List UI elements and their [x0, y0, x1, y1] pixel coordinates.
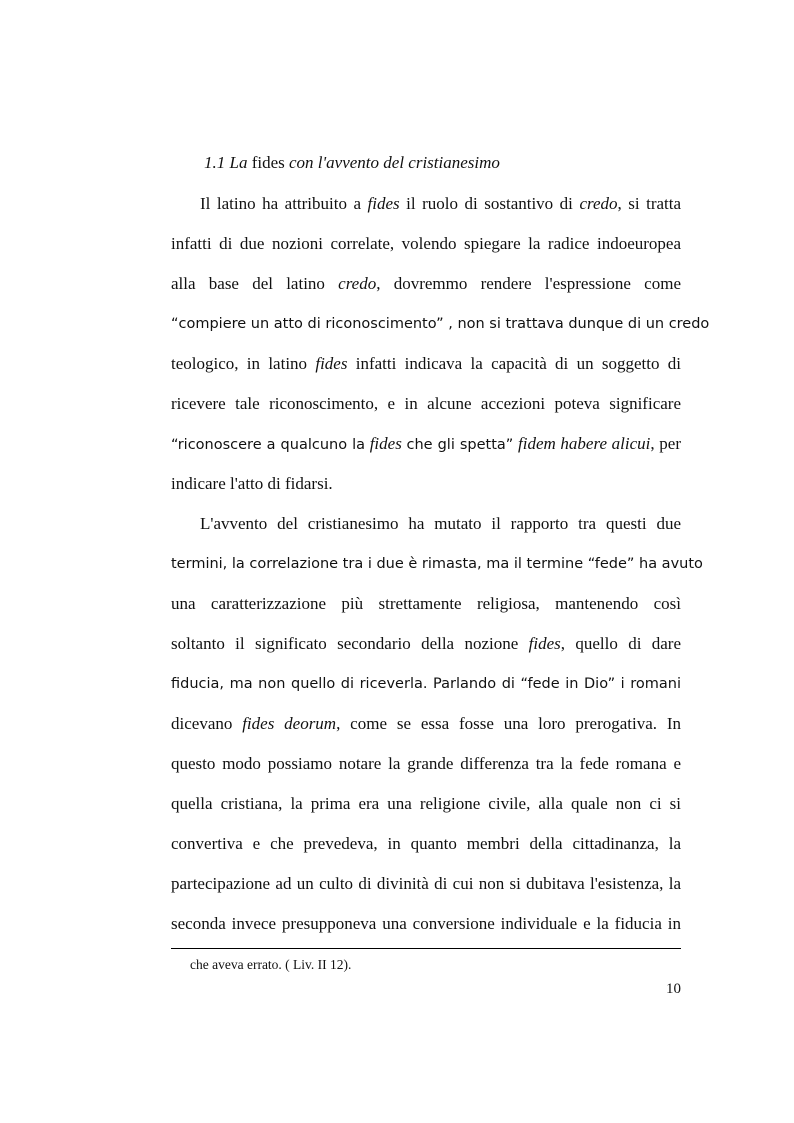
text-line: partecipazione ad un culto di divinità di cui non si dubitava l'esistenza, la — [171, 874, 681, 893]
text-line: dicevano fides deorum, come se essa fosse una loro prerogativa. In — [171, 714, 682, 733]
text-line: teologico, in latino fides infatti indicava la capacità di un soggetto di — [171, 354, 681, 373]
text-line: “compiere un atto di riconoscimento” , non si trattava dunque di un credo — [171, 316, 710, 332]
text-line: alla base del latino credo, dovremmo rendere l'espressione come — [171, 274, 681, 293]
heading-word-fides: fides — [251, 153, 285, 172]
text-line: Il latino ha attribuito a fides il ruolo di sostantivo di credo, si tratta — [200, 194, 682, 213]
text-line: quella cristiana, la prima era una religione civile, alla quale non ci si — [171, 794, 681, 813]
heading-rest: con l'avvento del cristianesimo — [289, 153, 500, 172]
text-line: ricevere tale riconoscimento, e in alcune accezioni poteva significare — [171, 394, 681, 413]
footnote-divider — [171, 948, 681, 949]
text-line: seconda invece presupponeva una conversione individuale e la fiducia in — [171, 914, 681, 933]
text-line: indicare l'atto di fidarsi. — [171, 474, 333, 493]
text-line: una caratterizzazione più strettamente religiosa, mantenendo così — [171, 594, 681, 613]
text-line: termini, la correlazione tra i due è rimasta, ma il termine “fede” ha avuto — [171, 556, 703, 572]
text-line: questo modo possiamo notare la grande differenza tra la fede romana e — [171, 754, 681, 773]
text-line: L'avvento del cristianesimo ha mutato il rapporto tra questi due — [200, 514, 681, 533]
footnote: che aveva errato. ( Liv. II 12). — [190, 957, 352, 972]
text-line: convertiva e che prevedeva, in quanto membri della cittadinanza, la — [171, 834, 681, 853]
text-line: infatti di due nozioni correlate, volendo spiegare la radice indoeuropea — [171, 234, 681, 253]
heading-word-la: La — [229, 153, 248, 172]
text-line: soltanto il significato secondario della nozione fides, quello di dare — [171, 634, 682, 653]
text-line: “riconoscere a qualcuno la fides che gli spetta” fidem habere alicui, per — [171, 434, 682, 453]
section-number: 1.1 — [204, 153, 226, 172]
text-line: fiducia, ma non quello di riceverla. Parlando di “fede in Dio” i romani — [171, 676, 681, 692]
page-number: 10 — [666, 981, 681, 997]
section-heading — [204, 153, 500, 173]
